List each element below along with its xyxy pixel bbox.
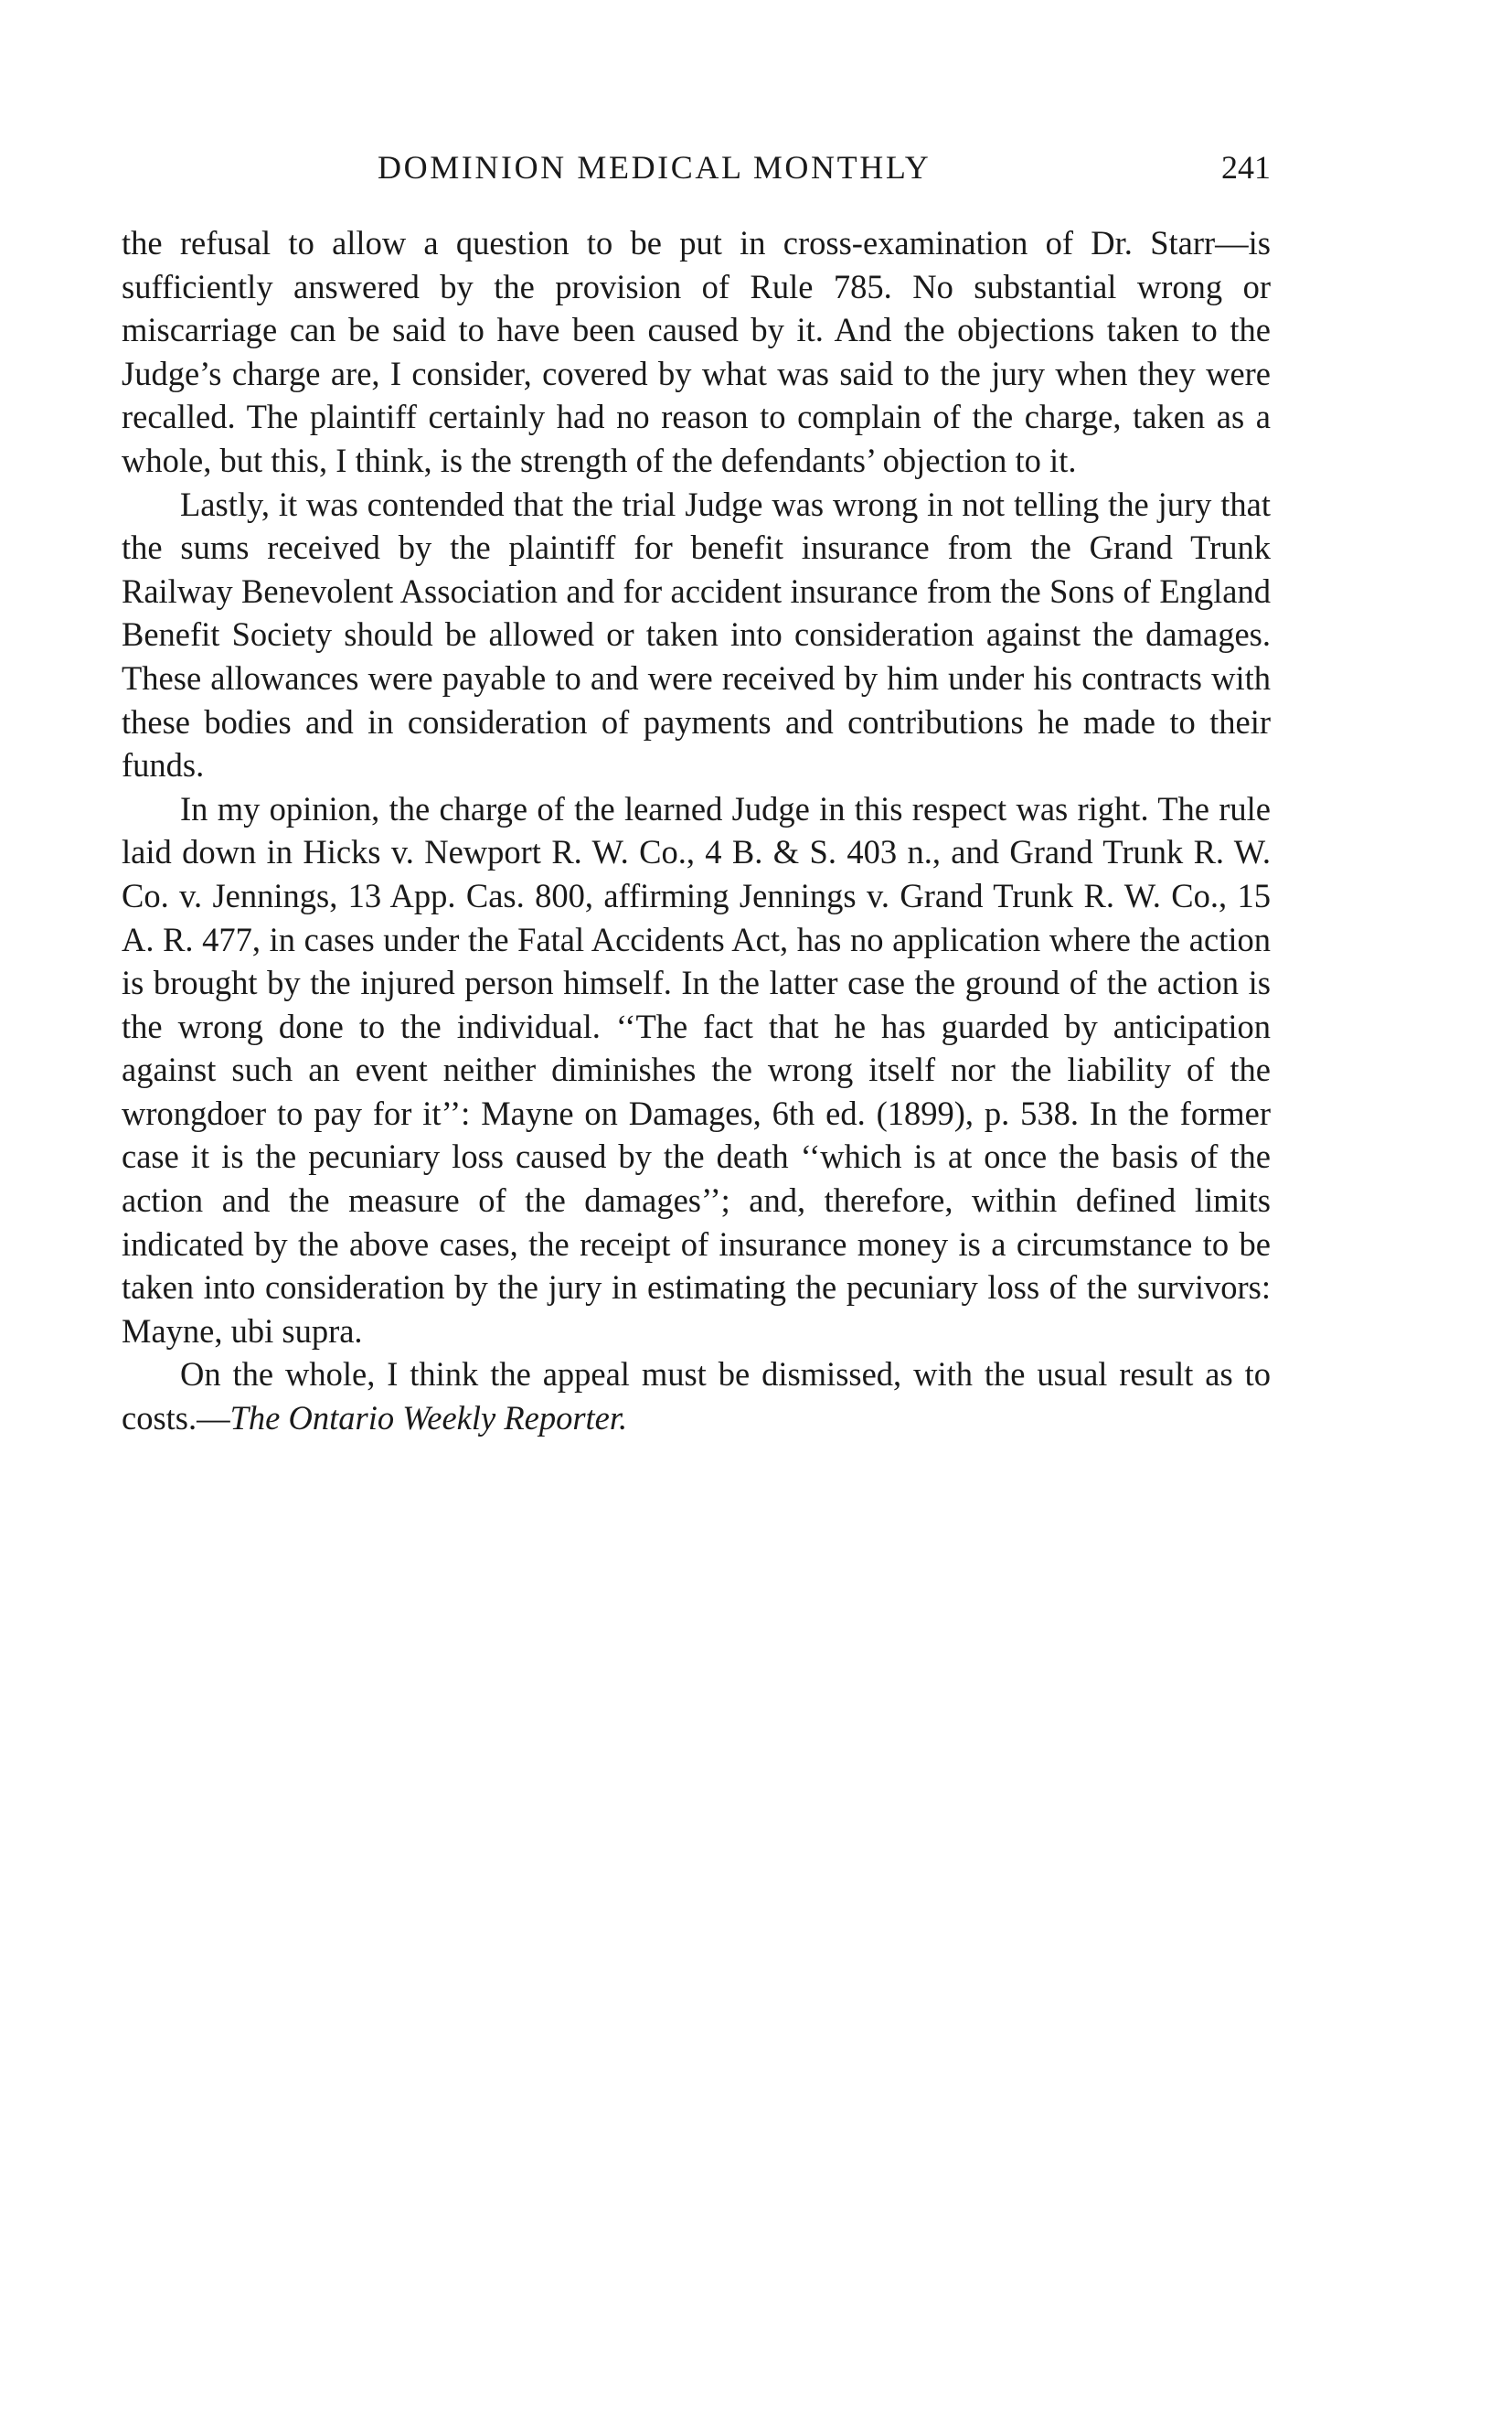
running-head [122, 144, 1271, 190]
paragraph-continued: the refusal to allow a question to be put in cross-examination of Dr. Starr—is sufficiently answered by the provision of Rule 785. No substantial wrong or miscarriage can be said to have been caused by it. And the objections taken to the Judge’s charge are, I consider, covered by what was said to the jury when they were recalled. The plaintiff certainly had no reason to complain of the charge, taken as a whole, but this, I think, is the strength of the defendants’ objection to it. [122, 224, 1271, 479]
page-number: 241 [1221, 149, 1271, 186]
body-text [122, 221, 1271, 1440]
paragraph-insurance-contention: Lastly, it was contended that the trial Judge was wrong in not telling the jury that the sums received by the plaintiff for benefit insurance from the Grand Trunk Railway Benevolent Association and for accident insurance from the Sons of England Benefit Society should be allowed or taken into consideration against the damages. These allowances were payable to and were received by him under his contracts with these bodies and in consideration of payments and contributions he made to their funds. [122, 485, 1271, 785]
journal-title: DOMINION MEDICAL MONTHLY [378, 149, 932, 186]
paragraph-opinion: In my opinion, the charge of the learned Judge in this respect was right. The rule laid down in Hicks v. Newport R. W. Co., 4 B. & S. 403 n., and Grand Trunk R. W. Co. v. Jennings, 13 App. Cas. 800, affirming Jennings v. Grand Trunk R. W. Co., 15 A. R. 477, in cases under the Fatal Accidents Act, has no application where the action is brought by the injured person himself. In the latter case the ground of the action is the wrong done to the individual. ‘‘The fact that he has guarded by anticipation against such an event neither diminishes the wrong itself nor the liability of the wrongdoer to pay for it’’: Mayne on Damages, 6th ed. (1899), p. 538. In the former case it is the pecuniary loss caused by the death ‘‘which is at once the basis of the action and the measure of the damages’’; and, therefore, within defined limits indicated by the above cases, the receipt of insurance money is a circumstance to be taken into consideration by the jury in estimating the pecuniary loss of the survivors: Mayne, ubi supra. [122, 789, 1271, 1350]
conclusion-text: On the whole, I think the appeal must be dismissed, with the usual result as to costs.— [122, 1355, 1271, 1437]
source-citation: The Ontario Weekly Reporter. [229, 1399, 628, 1437]
paragraph-conclusion [122, 1352, 1271, 1439]
